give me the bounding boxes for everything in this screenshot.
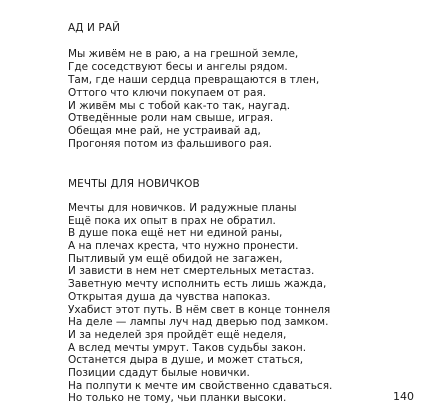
poem-line: Пытливый ум ещё обидой не загажен, <box>68 252 283 265</box>
poem-line: Ухабист этот путь. В нём свет в конце тоннеля <box>68 303 331 316</box>
poem-line: Обещая мне рай, не устраивай ад, <box>68 125 261 138</box>
poem-line: Заветную мечту исполнить есть лишь жажда, <box>68 278 327 291</box>
poem-line: Там, где наши сердца превращаются в тлен, <box>68 73 320 86</box>
page-number: 140 <box>393 390 414 403</box>
poem-line: Оттого что ключи покупаем от рая. <box>68 86 267 99</box>
poem-line: И живём мы с тобой как-то так, наугад. <box>68 99 291 112</box>
poem-line: На деле — лампы луч над дверью под замком. <box>68 316 329 329</box>
poem-line: На полпути к мечте им свойственно сдаваться. <box>68 379 333 392</box>
poem-line: Мечты для новичков. И радужные планы <box>68 202 297 214</box>
poem-mechty-dlya-novichkov <box>68 177 388 405</box>
poem-line: Мы живём не в раю, а на грешной земле, <box>68 48 299 60</box>
poem-line: И зависти в нем нет смертельных метастаз. <box>68 265 315 278</box>
poem-line: Позиции сдадут былые новички. <box>68 366 250 379</box>
poem-line: А вслед мечты умрут. Таков судьбы закон. <box>68 341 307 354</box>
poem-ad-i-rai <box>68 21 388 151</box>
poem-line: Останется дыра в душе, и может статься, <box>68 354 304 367</box>
poem-line: Прогоняя потом из фальшивого рая. <box>68 138 272 151</box>
poem-line: Отведённые роли нам свыше, играя. <box>68 112 274 125</box>
poem-line: В душе пока ещё нет ни единой раны, <box>68 227 283 240</box>
poem-line: Ещё пока их опыт в прах не обратил. <box>68 214 276 227</box>
poem-line: Но только не тому, чьи планки высоки. <box>68 392 287 405</box>
poem-title: АД И РАЙ <box>68 22 121 34</box>
poem-line: Где соседствуют бесы и ангелы рядом. <box>68 60 288 73</box>
poem-title: МЕЧТЫ ДЛЯ НОВИЧКОВ <box>68 178 200 190</box>
poem-line: А на плечах креста, что нужно пронести. <box>68 240 299 253</box>
poem-line: И за неделей зря пройдёт ещё неделя, <box>68 328 287 341</box>
poem-line: Открытая душа да чувства напоказ. <box>68 290 271 303</box>
